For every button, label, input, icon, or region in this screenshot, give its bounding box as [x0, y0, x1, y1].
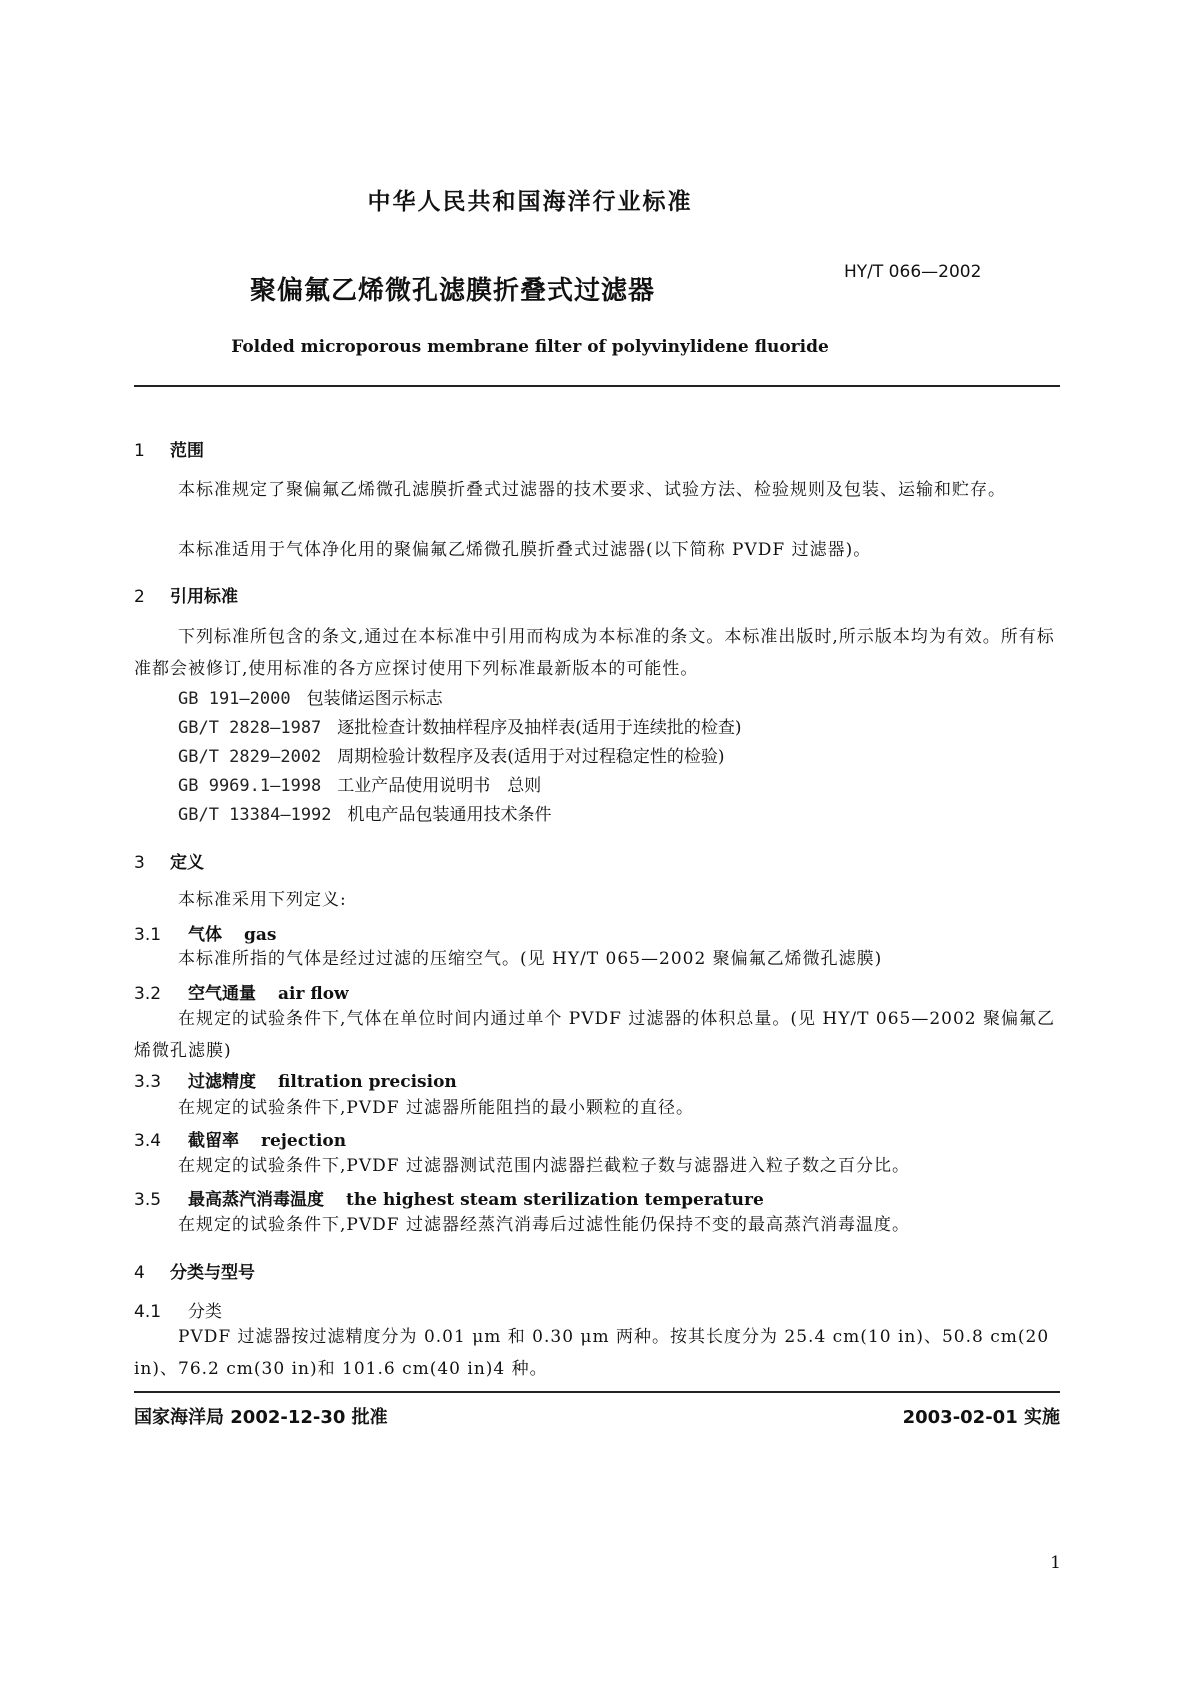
section-title: 引用标准 — [170, 587, 238, 607]
definition-term-en: filtration precision — [278, 1072, 457, 1092]
standard-code: HY/T 066—2002 — [844, 262, 982, 282]
section-title: 定义 — [170, 853, 204, 873]
subsection-heading — [134, 1297, 222, 1322]
section-number: 4 — [134, 1263, 145, 1283]
reference-item — [178, 713, 742, 738]
footer-divider — [134, 1391, 1060, 1393]
reference-title: 包装储运图示标志 — [306, 689, 443, 709]
definition-number: 3.2 — [134, 984, 162, 1004]
reference-title: 机电产品包装通用技术条件 — [347, 805, 552, 825]
paragraph: PVDF 过滤器按过滤精度分为 0.01 μm 和 0.30 μm 两种。按其长度分为 25.4 cm(10 in)、50.8 cm(20 in)、76.2 cm(30 in)和 101.6 cm(40 in)4 种。 — [134, 1327, 1050, 1379]
effective-date: 2003-02-01 实施 — [902, 1407, 1060, 1428]
reference-item — [178, 771, 541, 796]
section-number: 1 — [134, 441, 145, 461]
definition-heading — [134, 1185, 764, 1210]
paragraph: 本标准采用下列定义: — [178, 890, 347, 910]
document-title-cn: 聚偏氟乙烯微孔滤膜折叠式过滤器 — [250, 276, 656, 306]
definition-term-en: the highest steam sterilization temperature — [346, 1190, 764, 1210]
reference-title: 工业产品使用说明书 总则 — [337, 776, 542, 796]
reference-title: 逐批检查计数抽样程序及抽样表(适用于连续批的检查) — [337, 718, 742, 738]
reference-code: GB/T 2829—2002 — [178, 747, 322, 767]
definition-term-en: gas — [244, 925, 277, 945]
definition-heading — [134, 1067, 457, 1092]
standard-category-title: 中华人民共和国海洋行业标准 — [367, 189, 693, 215]
section-4-heading — [134, 1258, 255, 1283]
definition-term-en: air flow — [278, 984, 349, 1004]
definition-heading — [134, 920, 276, 945]
definition-term-cn: 过滤精度 — [188, 1072, 256, 1092]
definition-number: 3.4 — [134, 1131, 162, 1151]
definition-text: 在规定的试验条件下,PVDF 过滤器测试范围内滤器拦截粒子数与滤器进入粒子数之百分比。 — [178, 1156, 910, 1176]
reference-code: GB 191—2000 — [178, 689, 291, 709]
reference-title: 周期检验计数程序及表(适用于对过程稳定性的检验) — [337, 747, 725, 767]
definition-text: 在规定的试验条件下,PVDF 过滤器所能阻挡的最小颗粒的直径。 — [178, 1098, 694, 1118]
section-3-heading — [134, 848, 204, 873]
definition-term-cn: 最高蒸汽消毒温度 — [188, 1190, 324, 1210]
section-number: 3 — [134, 853, 145, 873]
subsection-title: 分类 — [188, 1302, 222, 1322]
definition-number: 3.3 — [134, 1072, 162, 1092]
definition-term-cn: 气体 — [188, 925, 222, 945]
reference-item — [178, 742, 725, 767]
definition-heading — [134, 979, 349, 1004]
definition-term-cn: 空气通量 — [188, 984, 256, 1004]
document-title-en: Folded microporous membrane filter of polyvinylidene fluoride — [231, 337, 829, 357]
reference-code: GB 9969.1—1998 — [178, 776, 322, 796]
definition-heading — [134, 1126, 346, 1151]
section-2-heading — [134, 582, 238, 607]
paragraph: 本标准适用于气体净化用的聚偏氟乙烯微孔膜折叠式过滤器(以下简称 PVDF 过滤器)。 — [178, 540, 872, 560]
reference-code: GB/T 13384—1992 — [178, 805, 332, 825]
reference-item — [178, 684, 443, 709]
definition-term-cn: 截留率 — [188, 1131, 239, 1151]
paragraph: 下列标准所包含的条文,通过在本标准中引用而构成为本标准的条文。本标准出版时,所示版本均为有效。所有标准都会被修订,使用标准的各方应探讨使用下列标准最新版本的可能性。 — [134, 627, 1055, 679]
reference-code: GB/T 2828—1987 — [178, 718, 322, 738]
section-title: 范围 — [170, 441, 204, 461]
header-divider — [134, 385, 1060, 387]
definition-term-en: rejection — [261, 1131, 347, 1151]
approval-date: 国家海洋局 2002-12-30 批准 — [134, 1407, 388, 1428]
section-number: 2 — [134, 587, 145, 607]
section-title: 分类与型号 — [170, 1263, 255, 1283]
subsection-number: 4.1 — [134, 1302, 162, 1322]
definition-number: 3.1 — [134, 925, 162, 945]
page-number: 1 — [1050, 1553, 1061, 1573]
definition-text: 在规定的试验条件下,气体在单位时间内通过单个 PVDF 过滤器的体积总量。(见 HY/T 065—2002 聚偏氟乙烯微孔滤膜) — [134, 1009, 1056, 1061]
definition-text: 本标准所指的气体是经过过滤的压缩空气。(见 HY/T 065—2002 聚偏氟乙烯微孔滤膜) — [178, 949, 883, 969]
definition-text: 在规定的试验条件下,PVDF 过滤器经蒸汽消毒后过滤性能仍保持不变的最高蒸汽消毒温度。 — [178, 1215, 910, 1235]
reference-item — [178, 800, 552, 825]
section-1-heading — [134, 436, 204, 461]
paragraph: 本标准规定了聚偏氟乙烯微孔滤膜折叠式过滤器的技术要求、试验方法、检验规则及包装、运输和贮存。 — [178, 480, 1006, 500]
definition-number: 3.5 — [134, 1190, 162, 1210]
